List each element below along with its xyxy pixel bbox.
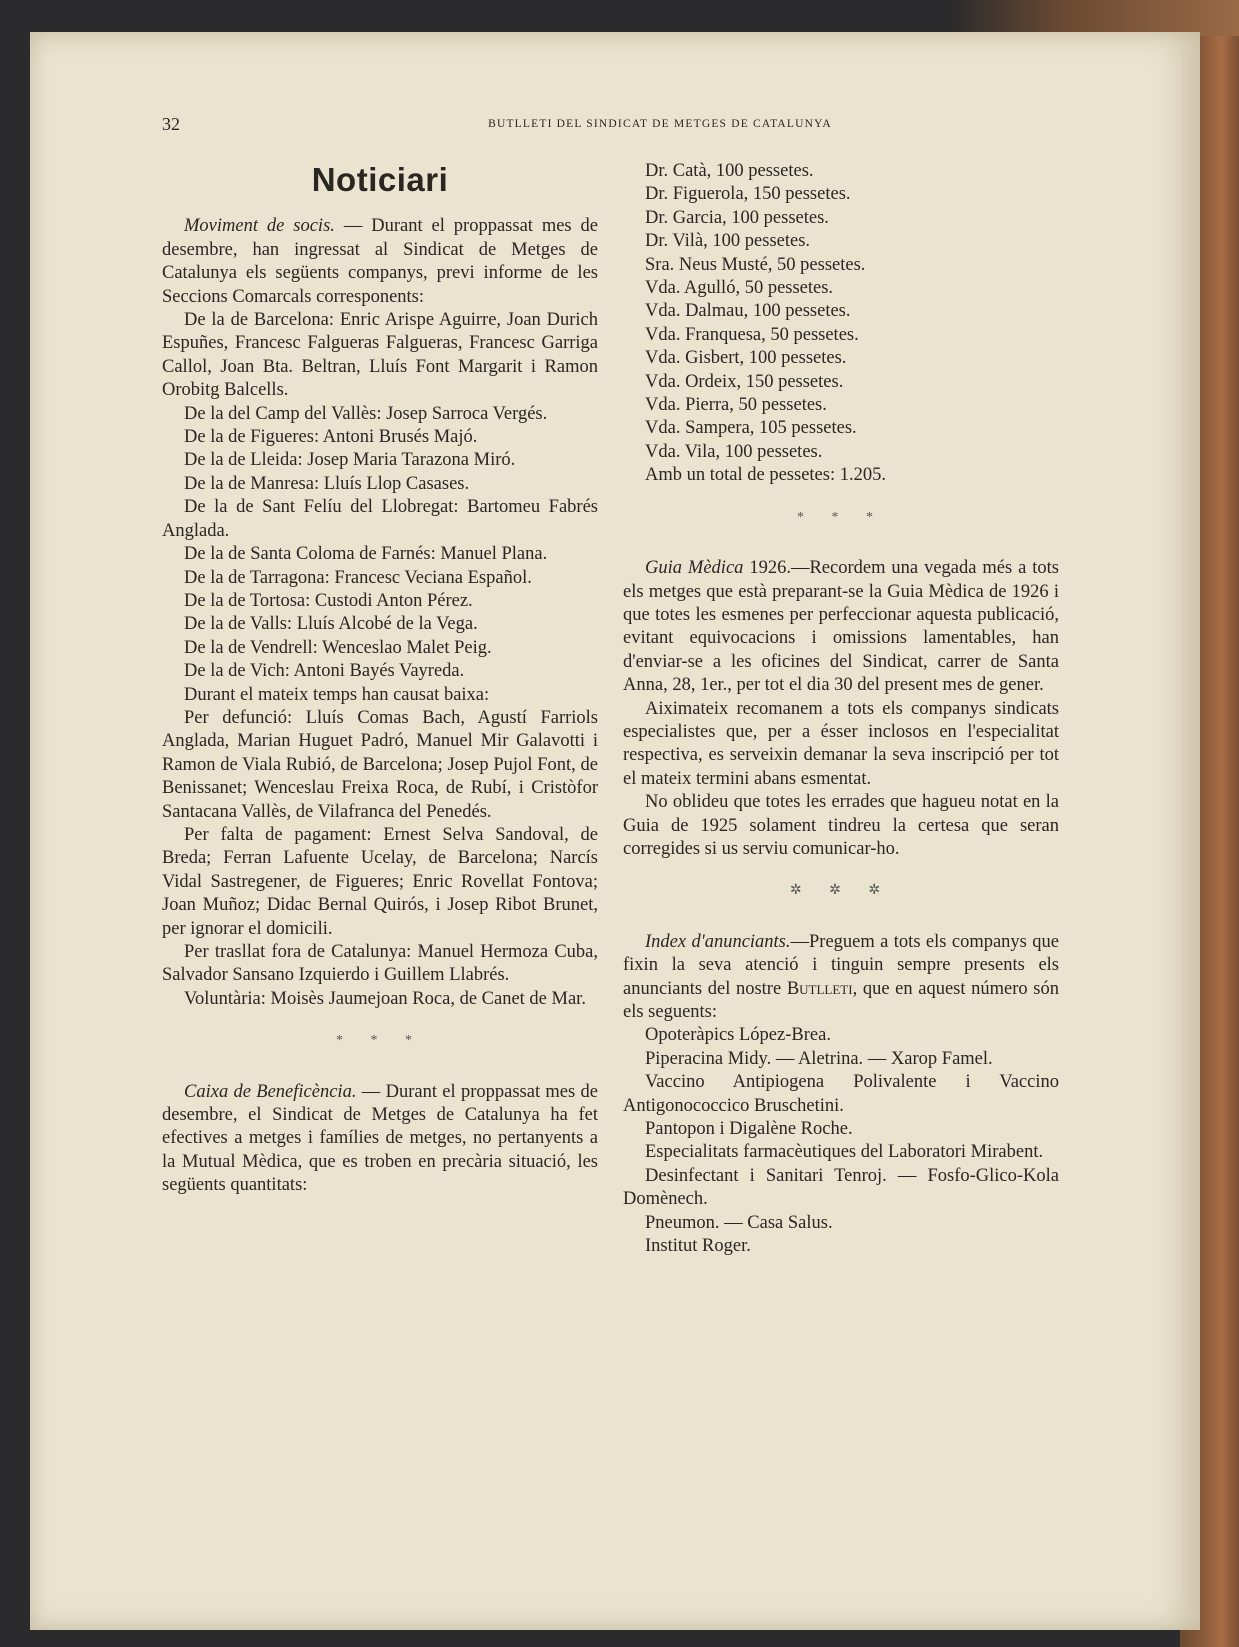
list-item: Per falta de pagament: Ernest Selva Sandoval, de Breda; Ferran Lafuente Ucelay, de Barcelona; Narcís Vidal Sastregener, de Figueres; Enric Rovellat Fontova; Joan Muñoz; Didac Bernal Quirós, i Josep Ribot Brunet, per ignorar el domicili. [162,824,598,939]
list-item: Vda. Dalmau, 100 pessetes. [645,301,851,322]
right-column [623,160,1059,1258]
moviment-lead: Moviment de socis. [184,216,335,237]
page [30,32,1200,1630]
list-item: Vda. Vila, 100 pessetes. [645,441,823,462]
separator-asterisms: ✲ ✲ ✲ [789,883,893,899]
guia-text: 1926.—Recordem una vegada més a tots els metges que està preparant-se la Guia Mèdica de 1926 i que totes les esmenes per perfeccionar aquesta publicació, evitant equivocacions i omissions lamentables, han d'enviar-se a les oficines del Sindicat, carrer de Santa Anna, 28, 1er., per tot el dia 30 del present mes de gener. [623,558,1059,696]
list-item: Voluntària: Moisès Jaumejoan Roca, de Canet de Mar. [184,988,586,1009]
left-column [162,160,598,1198]
list-item: De la del Camp del Vallès: Josep Sarroca Vergés. [184,403,548,424]
list-item: De la de Lleida: Josep Maria Tarazona Miró. [184,450,516,471]
list-item: Pantopon i Digalène Roche. [645,1119,853,1140]
index-items [623,1024,1059,1258]
list-item: Sra. Neus Musté, 50 pessetes. [645,254,866,275]
index-paragraph [623,931,1059,1025]
list-item: Pneumon. — Casa Salus. [645,1212,833,1233]
list-item: Especialitats farmacèutiques del Laboratori Mirabent. [645,1142,1044,1163]
caixa-lead: Caixa de Beneficència. [184,1081,357,1102]
list-item: De la de Barcelona: Enric Arispe Aguirre, Joan Durich Espuñes, Francesc Falgueras Falgueras, Francesc Garriga Callol, Joan Bta. Beltran, Lluís Font Margarit i Ramon Orobitg Balcells. [162,310,598,401]
guia-paragraph-3: No oblideu que totes les errades que hagueu notat en la Guia de 1925 solament tindreu la certesa que seran corregides si us serviu comunicar-ho. [623,792,1059,859]
list-item: Vda. Ordeix, 150 pessetes. [645,371,844,392]
list-item: Desinfectant i Sanitari Tenroj. — Fosfo-Glico-Kola Domènech. [623,1165,1059,1210]
moviment-intro-text: — Durant el proppassat mes de desembre, han ingressat al Sindicat de Metges de Catalunya els següents companys, previ informe de les Seccions Comarcals corresponents: [162,216,599,307]
list-item: Opoteràpics López-Brea. [645,1025,831,1046]
caixa-items [623,160,1059,488]
list-item: Dr. Catà, 100 pessetes. [645,161,814,181]
list-item: Vda. Franquesa, 50 pessetes. [645,324,859,345]
list-item: Vda. Pierra, 50 pessetes. [645,395,827,416]
caixa-text: — Durant el proppassat mes de desembre, el Sindicat de Metges de Catalunya ha fet efectives a metges i famílies de metges, no pertanyents a la Mutual Mèdica, que es troben en precària situació, les següents quantitats: [162,1081,598,1196]
list-item: Per trasllat fora de Catalunya: Manuel Hermoza Cuba, Salvador Sansano Izquierdo i Guillem Llabrés. [162,942,598,986]
list-item: De la de Tarragona: Francesc Veciana Español. [184,567,532,588]
index-text-b: , que en aquest número són els seguents: [623,978,1059,1022]
list-item: De la de Tortosa: Custodi Anton Pérez. [184,590,473,611]
list-item: Vda. Gisbert, 100 pessetes. [645,348,847,369]
index-lead: Index d'anunciants. [645,931,791,952]
page-header [30,114,1200,138]
list-item: De la de Manresa: Lluís Llop Casases. [184,473,470,494]
list-item: Per defunció: Lluís Comas Bach, Agustí Farriols Anglada, Marian Huguet Padró, Manuel Mir Galavotti i Ramon de Viala Rubió, de Barcelona; Josep Pujol Font, de Benissanet; Wenceslau Freixa Roca, de Rubí, i Cristòfor Santacana Vallès, de Vilafranca del Penedés. [162,707,598,822]
list-item: De la de Vendrell: Wenceslao Malet Peig. [184,637,492,658]
list-item: Durant el mateix temps han causat baixa: [184,684,490,705]
list-item: Dr. Figuerola, 150 pessetes. [645,184,851,205]
list-item: Vda. Sampera, 105 pessetes. [645,418,857,439]
index-text-a: —Preguem a tots els companys que fixin la seva atenció i tinguin sempre presents els anunciants del nostre [623,931,1059,999]
list-item: De la de Valls: Lluís Alcobé de la Vega. [184,614,478,635]
guia-paragraph-2: Aiximateix recomanem a tots els companys sindicats especialistes que, per a ésser inclosos en l'especialitat respectiva, es serveixin demanar la seva inscripció per tot el mateix termini abans esmentat. [623,698,1059,789]
list-item: De la de Santa Coloma de Farnés: Manuel Plana. [184,544,548,565]
moviment-entries [162,309,598,1011]
list-item: Dr. Garcia, 100 pessetes. [645,207,829,228]
guia-lead: Guia Mèdica [645,558,744,579]
book-binding-top [950,0,1239,36]
guia-paragraph [623,557,1059,697]
page-number: 32 [162,114,180,134]
separator-stars: * * * [797,509,885,525]
section-title: Noticiari [311,161,449,198]
list-item: De la de Vich: Antoni Bayés Vayreda. [184,661,465,682]
butlleti-name: Butlleti [786,978,853,999]
list-item: Vaccino Antipiogena Polivalente i Vaccino Antigonococcico Bruschetini. [623,1072,1059,1116]
list-item: Vda. Agulló, 50 pessetes. [645,278,834,299]
separator-stars: * * * [336,1033,424,1049]
list-item: De la de Figueres: Antoni Brusés Majó. [184,427,478,448]
list-item: Institut Roger. [645,1236,751,1257]
running-head: BUTLLETI DEL SINDICAT DE METGES DE CATALUNYA [488,118,832,130]
list-item: De la de Sant Felíu del Llobregat: Bartomeu Fabrés Anglada. [162,497,598,541]
list-item: Piperacina Midy. — Aletrina. — Xarop Famel. [645,1048,993,1069]
caixa-total: Amb un total de pessetes: 1.205. [645,465,886,486]
moviment-intro [162,215,598,309]
list-item: Dr. Vilà, 100 pessetes. [645,231,811,252]
caixa-paragraph [162,1081,598,1198]
